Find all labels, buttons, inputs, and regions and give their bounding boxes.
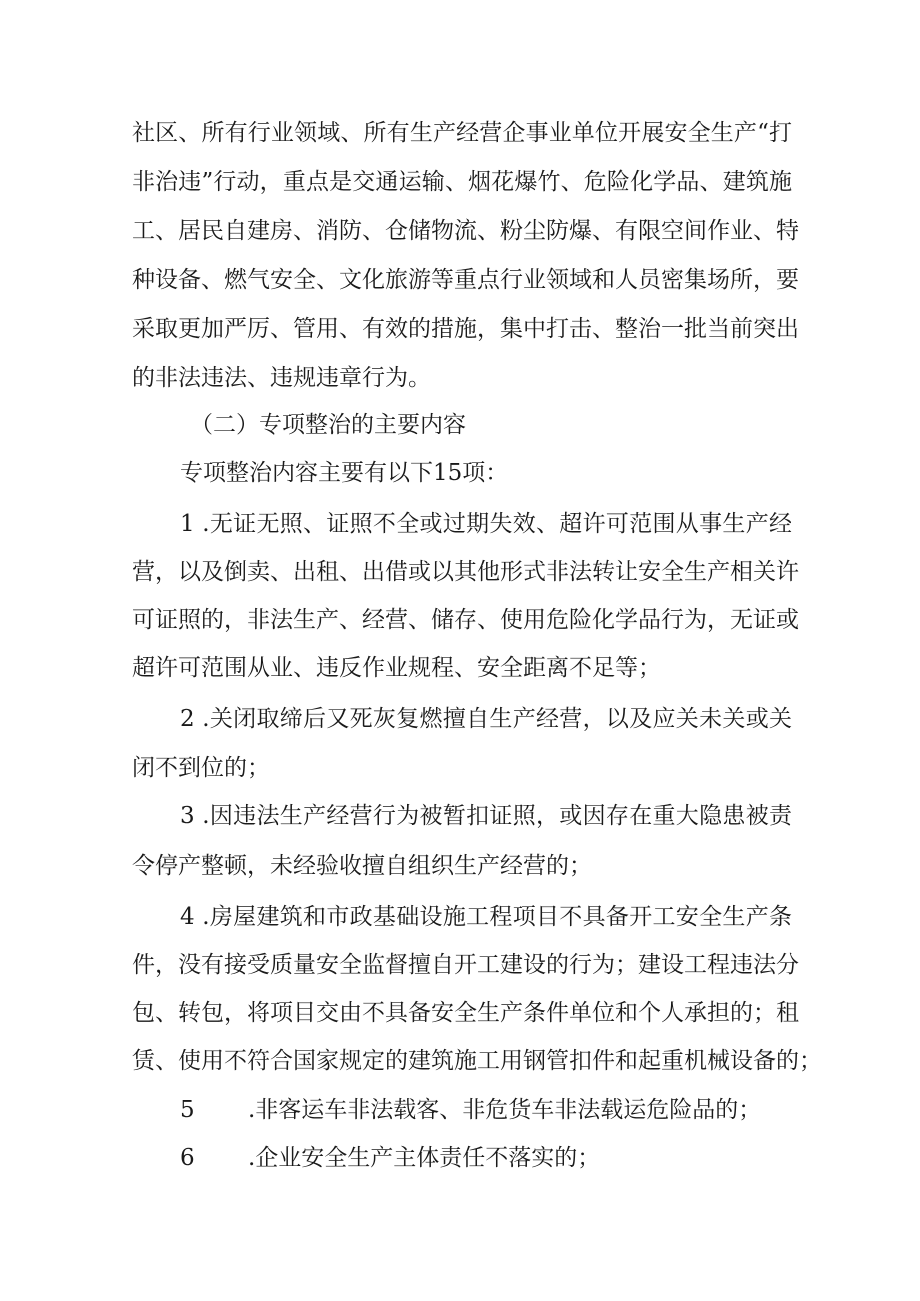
list-item-number: 5 — [180, 1097, 195, 1123]
list-item-text: .非客运车非法载客、非危货车非法载运危险品的； — [248, 1097, 762, 1123]
list-item-text: .企业安全生产主体责任不落实的； — [248, 1145, 601, 1171]
paragraph-line: 的非法违法、违规违章行为。 — [132, 365, 431, 391]
list-item-line: 赁、使用不符合国家规定的建筑施工用钢管扣件和起重机械设备的； — [132, 1048, 822, 1074]
list-item-line: 超许可范围从业、违反作业规程、安全距离不足等； — [132, 655, 661, 681]
list-item-line: 2 .关闭取缔后又死灰复燃擅自生产经营，以及应关未关或关 — [180, 706, 792, 732]
paragraph-line: 采取更加严厉、管用、有效的措施，集中打击、整治一批当前突出 — [132, 316, 799, 342]
list-item-line: 可证照的，非法生产、经营、储存、使用危险化学品行为，无证或 — [132, 607, 799, 633]
section-heading: （二）专项整治的主要内容 — [190, 412, 466, 438]
list-item-line: 营，以及倒卖、出租、出借或以其他形式非法转让安全生产相关许 — [132, 559, 799, 585]
paragraph-line: 种设备、燃气安全、文化旅游等重点行业领域和人员密集场所，要 — [132, 267, 799, 293]
paragraph-line: 社区、所有行业领域、所有生产经营企事业单位开展安全生产“打 — [132, 120, 792, 146]
list-item-line: 令停产整顿，未经验收擅自组织生产经营的； — [132, 853, 592, 879]
list-item-line: 件，没有接受质量安全监督擅自开工建设的行为；建设工程违法分 — [132, 952, 799, 978]
list-item-line: 4 .房屋建筑和市政基础设施工程项目不具备开工安全生产条 — [180, 904, 792, 930]
list-item-line: 闭不到位的； — [132, 755, 270, 781]
list-item-line: 3 .因违法生产经营行为被暂扣证照，或因存在重大隐患被责 — [180, 803, 792, 829]
list-item-line: 1 .无证无照、证照不全或过期失效、超许可范围从事生产经 — [180, 511, 792, 537]
list-item-line: 包、转包，将项目交由不具备安全生产条件单位和个人承担的；租 — [132, 1000, 799, 1026]
paragraph-line: 非治违”行动，重点是交通运输、烟花爆竹、危险化学品、建筑施 — [132, 169, 792, 195]
paragraph-line: 工、居民自建房、消防、仓储物流、粉尘防爆、有限空间作业、特 — [132, 218, 799, 244]
list-item-number: 6 — [180, 1145, 195, 1171]
section-intro: 专项整治内容主要有以下15项： — [180, 460, 509, 486]
